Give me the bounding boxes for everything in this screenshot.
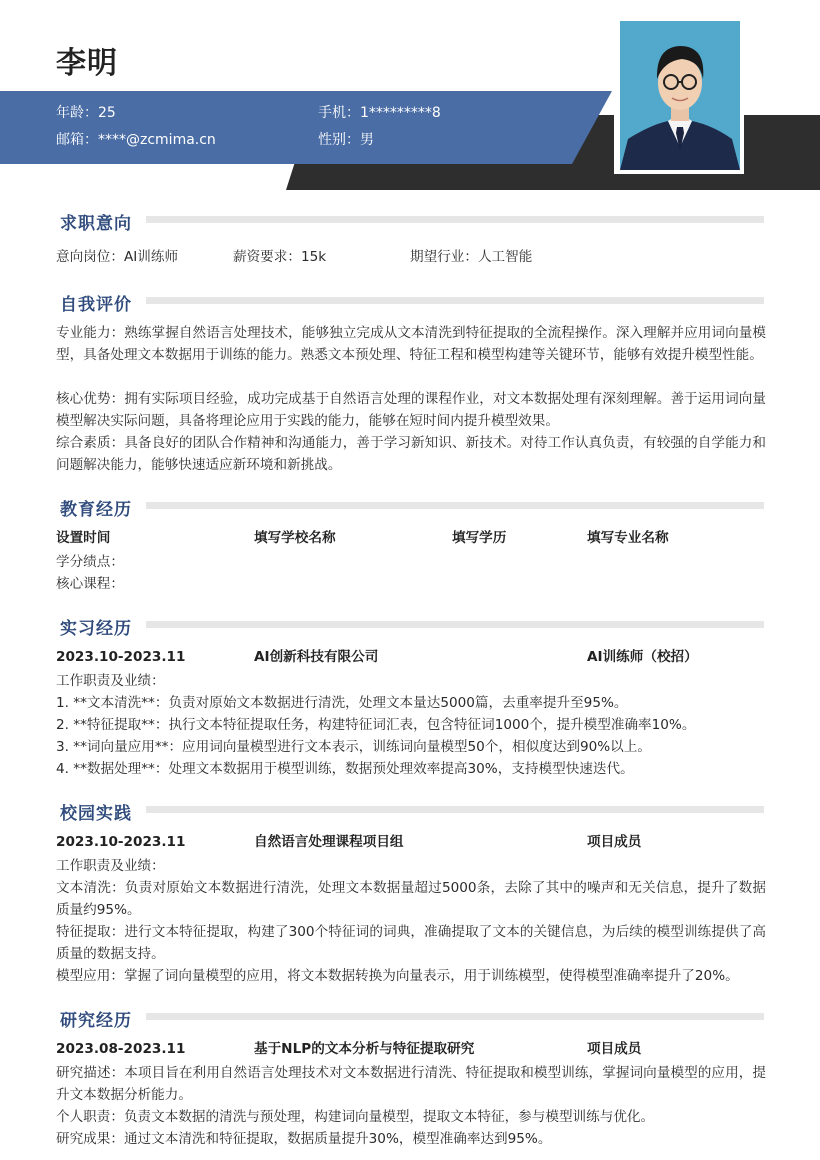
campus-feature-extraction: 特征提取：进行文本特征提取，构建了300个特征词的词典，准确提取了文本的关键信息，为后续的模型训练提供了高质量的数据支持。 bbox=[56, 924, 766, 962]
intent-position: 意向岗位：AI训练师 bbox=[56, 249, 179, 265]
intent-industry: 期望行业：人工智能 bbox=[410, 249, 533, 265]
section-divider bbox=[146, 621, 764, 628]
education-school: 填写学校名称 bbox=[254, 530, 336, 546]
campus-org: 自然语言处理课程项目组 bbox=[254, 834, 404, 850]
list-item: 2. **特征提取**：执行文本特征提取任务，构建特征词汇表，包含特征词1000个，提升模型准确率10%。 bbox=[56, 717, 696, 733]
candidate-name: 李明 bbox=[56, 46, 118, 81]
research-topic: 基于NLP的文本分析与特征提取研究 bbox=[254, 1041, 475, 1057]
avatar bbox=[620, 21, 740, 170]
campus-text-cleaning: 文本清洗：负责对原始文本数据进行清洗，处理文本数据量超过5000条，去除了其中的噪声和无关信息，提升了数据质量约95%。 bbox=[56, 880, 766, 918]
education-time: 设置时间 bbox=[56, 530, 111, 546]
self-eval-advantages: 核心优势：拥有实际项目经验，成功完成基于自然语言处理的课程作业，对文本数据处理有深刻理解。善于运用词向量模型解决实际问题，具备将理论应用于实践的能力，能够在短时间内提升模型效果。 bbox=[56, 391, 766, 429]
list-item: 4. **数据处理**：处理文本数据用于模型训练，数据预处理效率提高30%，支持模型快速迭代。 bbox=[56, 761, 634, 777]
section-title-self-eval: 自我评价 bbox=[60, 295, 132, 315]
section-title-intent: 求职意向 bbox=[60, 214, 132, 234]
internship-time: 2023.10-2023.11 bbox=[56, 649, 186, 665]
section-divider bbox=[146, 297, 764, 304]
section-title-education: 教育经历 bbox=[60, 500, 132, 520]
campus-model-application: 模型应用：掌握了词向量模型的应用，将文本数据转换为向量表示，用于训练模型，使得模型准确率提升了20%。 bbox=[56, 968, 739, 984]
list-item: 1. **文本清洗**：负责对原始文本数据进行清洗，处理文本量达5000篇，去重率提升至95%。 bbox=[56, 695, 628, 711]
section-divider bbox=[146, 216, 764, 223]
email-field: 邮箱：****@zcmima.cn bbox=[56, 132, 216, 148]
section-title-research: 研究经历 bbox=[60, 1011, 132, 1031]
section-title-internship: 实习经历 bbox=[60, 619, 132, 639]
phone-field: 手机：1*********8 bbox=[318, 105, 441, 121]
campus-time: 2023.10-2023.11 bbox=[56, 834, 186, 850]
education-major: 填写专业名称 bbox=[587, 530, 669, 546]
section-divider bbox=[146, 502, 764, 509]
gender-field: 性别：男 bbox=[318, 132, 374, 148]
age-field: 年龄：25 bbox=[56, 105, 116, 121]
education-gpa: 学分绩点： bbox=[56, 554, 124, 570]
internship-role: AI训练师（校招） bbox=[587, 649, 698, 665]
research-time: 2023.08-2023.11 bbox=[56, 1041, 186, 1057]
research-results: 研究成果：通过文本清洗和特征提取，数据质量提升30%，模型准确率达到95%。 bbox=[56, 1131, 552, 1147]
section-title-campus: 校园实践 bbox=[60, 804, 132, 824]
education-courses: 核心课程： bbox=[56, 576, 124, 592]
self-eval-qualities: 综合素质：具备良好的团队合作精神和沟通能力，善于学习新知识、新技术。对待工作认真负责，有较强的自学能力和问题解决能力，能够快速适应新环境和新挑战。 bbox=[56, 435, 766, 473]
intent-salary: 薪资要求：15k bbox=[233, 249, 327, 265]
research-duties: 个人职责：负责文本数据的清洗与预处理，构建词向量模型，提取文本特征，参与模型训练与优化。 bbox=[56, 1109, 655, 1125]
list-item: 3. **词向量应用**：应用词向量模型进行文本表示，训练词向量模型50个，相似度达到90%以上。 bbox=[56, 739, 651, 755]
self-eval-professional: 专业能力：熟练掌握自然语言处理技术，能够独立完成从文本清洗到特征提取的全流程操作。深入理解并应用词向量模型，具备处理文本数据用于训练的能力。熟悉文本预处理、特征工程和模型构建等关键环节，能够有效提升模型性能。 bbox=[56, 325, 766, 363]
internship-company: AI创新科技有限公司 bbox=[254, 649, 379, 665]
research-description: 研究描述：本项目旨在利用自然语言处理技术对文本数据进行清洗、特征提取和模型训练，掌握词向量模型的应用，提升文本数据分析能力。 bbox=[56, 1065, 766, 1103]
education-degree: 填写学历 bbox=[452, 530, 507, 546]
section-divider bbox=[146, 806, 764, 813]
internship-duties-label: 工作职责及业绩： bbox=[56, 673, 165, 689]
campus-duties-label: 工作职责及业绩： bbox=[56, 858, 165, 874]
research-role: 项目成员 bbox=[587, 1041, 642, 1057]
section-divider bbox=[146, 1013, 764, 1020]
campus-role: 项目成员 bbox=[587, 834, 642, 850]
